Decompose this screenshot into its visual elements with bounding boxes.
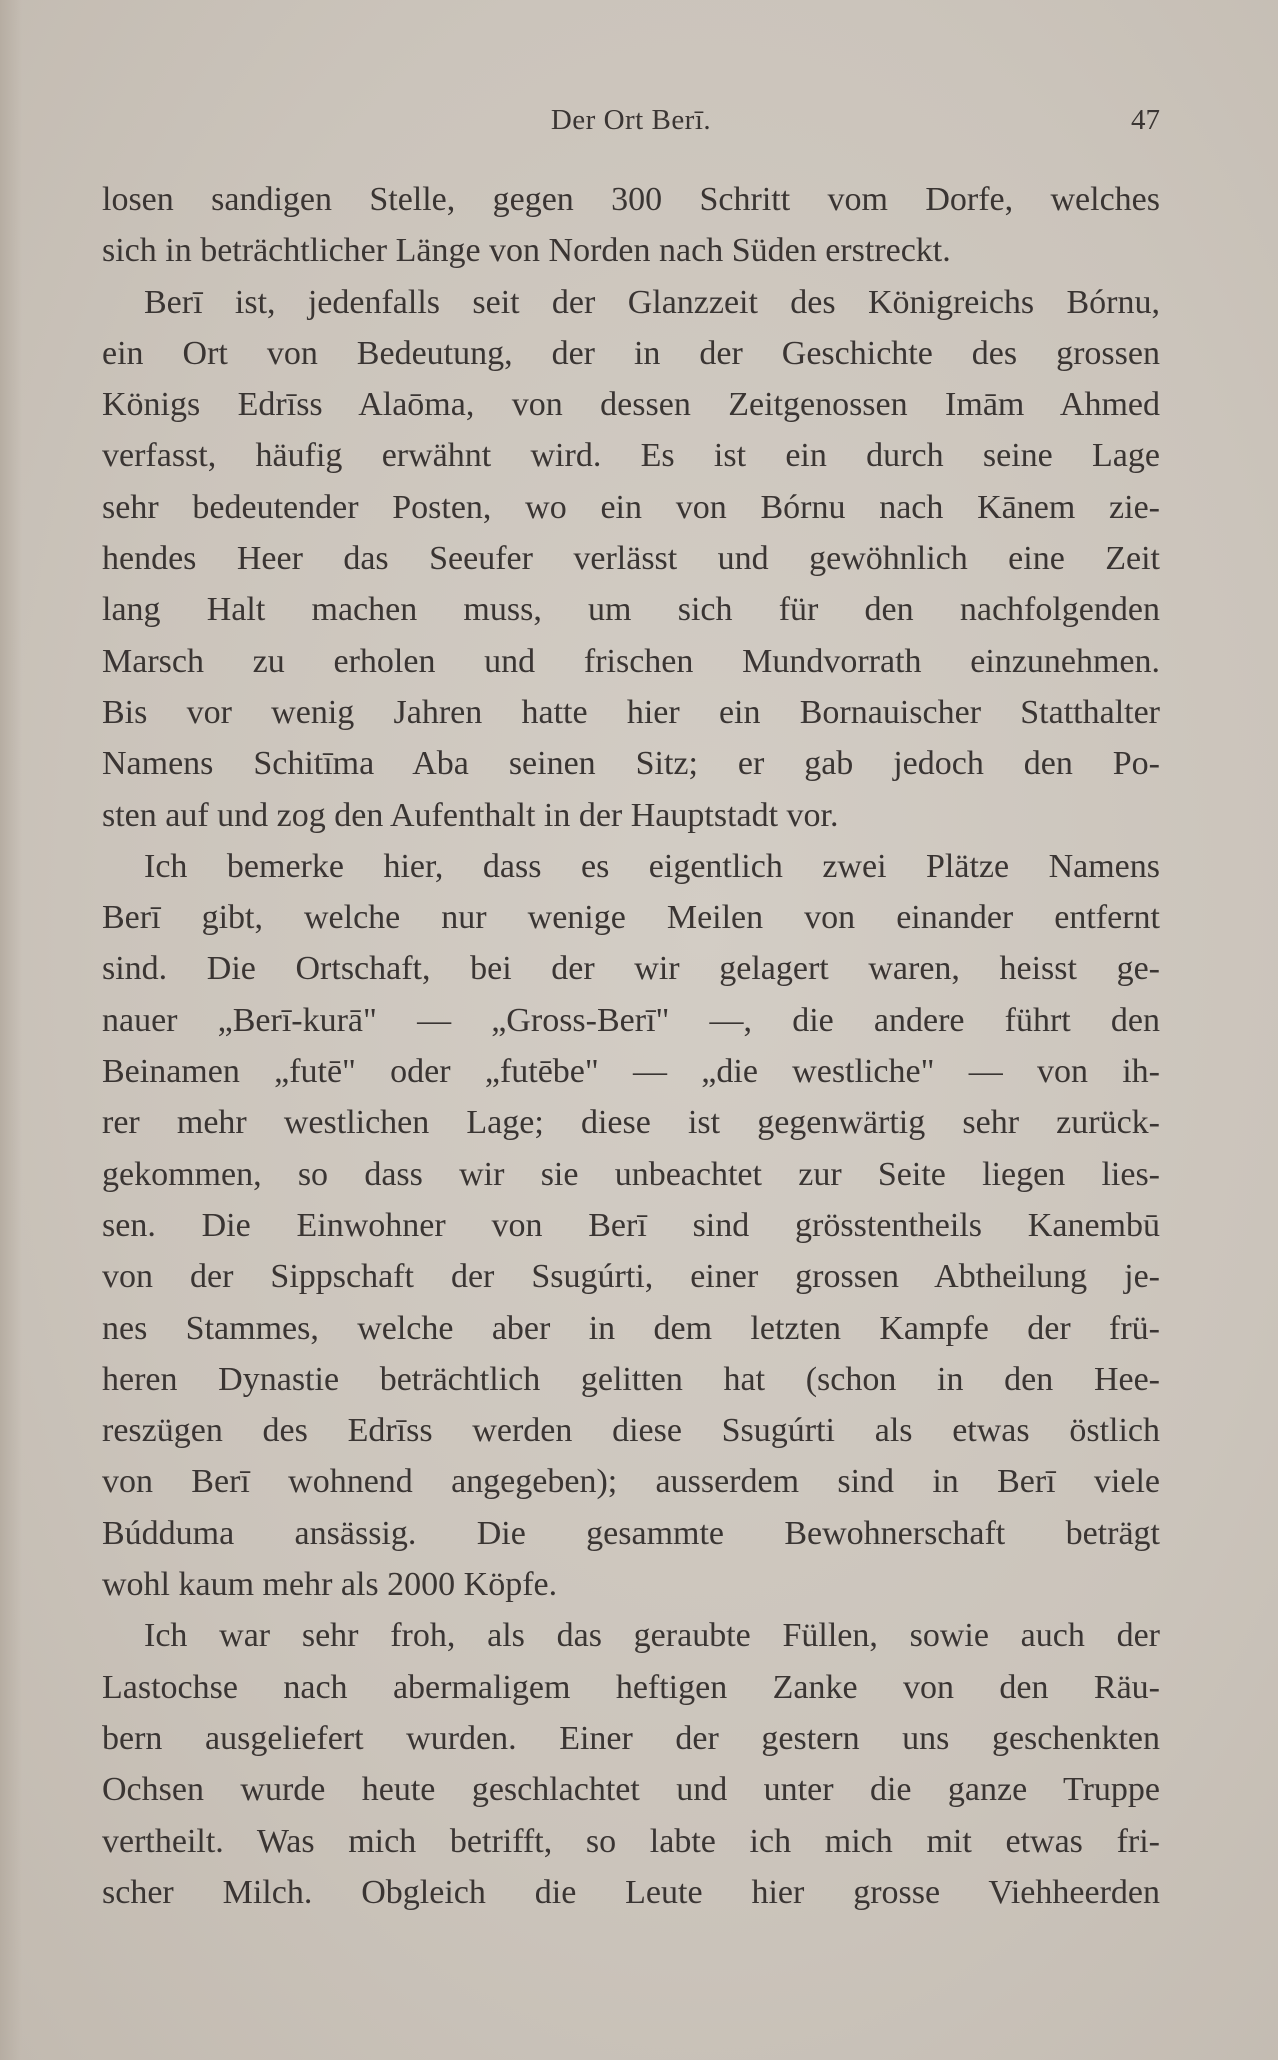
text-line: Bis vor wenig Jahren hatte hier ein Bornauischer Statthalter [102, 693, 1160, 731]
text-line: nauer „Berī-kurā" — „Gross-Berī" —, die andere führt den [102, 1001, 1160, 1039]
text-line: ein Ort von Bedeutung, der in der Geschichte des grossen [102, 334, 1160, 372]
running-head-title: Der Ort Berī. [550, 104, 712, 136]
text-line: wohl kaum mehr als 2000 Köpfe. [102, 1566, 558, 1604]
running-head [102, 104, 1160, 144]
page-number: 47 [1131, 104, 1160, 136]
text-line: scher Milch. Obgleich die Leute hier grosse Viehheerden [102, 1873, 1160, 1911]
text-line: von Berī wohnend angegeben); ausserdem sind in Berī viele [102, 1463, 1160, 1501]
text-line: vertheilt. Was mich betrifft, so labte ich mich mit etwas fri- [102, 1822, 1160, 1860]
text-line: Königs Edrīss Alaōma, von dessen Zeitgenossen Imām Ahmed [102, 386, 1160, 424]
text-line: sten auf und zog den Aufenthalt in der Hauptstadt vor. [102, 796, 839, 834]
page-gutter-shadow [0, 0, 22, 2060]
text-line: hendes Heer das Seeufer verlässt und gewöhnlich eine Zeit [102, 540, 1160, 578]
text-line: Lastochse nach abermaligem heftigen Zanke von den Räu- [102, 1668, 1160, 1706]
text-line: lang Halt machen muss, um sich für den nachfolgenden [102, 591, 1160, 629]
text-line: sen. Die Einwohner von Berī sind grösstentheils Kanembū [102, 1206, 1160, 1244]
text-line: Ich war sehr froh, als das geraubte Füllen, sowie auch der [144, 1617, 1160, 1655]
text-line: nes Stammes, welche aber in dem letzten Kampfe der frü- [102, 1309, 1160, 1347]
text-line: Namens Schitīma Aba seinen Sitz; er gab jedoch den Po- [102, 745, 1160, 783]
text-line: Berī gibt, welche nur wenige Meilen von einander entfernt [102, 899, 1160, 937]
text-line: Beinamen „futē" oder „futēbe" — „die westliche" — von ih- [102, 1053, 1160, 1091]
text-line: Berī ist, jedenfalls seit der Glanzzeit des Königreichs Bórnu, [144, 283, 1160, 321]
text-line: rer mehr westlichen Lage; diese ist gegenwärtig sehr zurück- [102, 1104, 1160, 1142]
body-text [102, 174, 1160, 1918]
text-line: Ochsen wurde heute geschlachtet und unter die ganze Truppe [102, 1771, 1160, 1809]
text-line: heren Dynastie beträchtlich gelitten hat (schon in den Hee- [102, 1360, 1160, 1398]
text-line: gekommen, so dass wir sie unbeachtet zur Seite liegen lies- [102, 1155, 1160, 1193]
text-line: Ich bemerke hier, dass es eigentlich zwei Plätze Namens [144, 847, 1160, 885]
text-line: sich in beträchtlicher Länge von Norden nach Süden erstreckt. [102, 232, 951, 270]
text-line: losen sandigen Stelle, gegen 300 Schritt vom Dorfe, welches [102, 181, 1160, 218]
text-line: sind. Die Ortschaft, bei der wir gelagert waren, heisst ge- [102, 950, 1160, 988]
text-line: sehr bedeutender Posten, wo ein von Bórnu nach Kānem zie- [102, 488, 1160, 526]
text-line: Búdduma ansässig. Die gesammte Bewohnerschaft beträgt [102, 1514, 1160, 1552]
text-line: Marsch zu erholen und frischen Mundvorrath einzunehmen. [102, 642, 1160, 680]
text-line: reszügen des Edrīss werden diese Ssugúrti als etwas östlich [102, 1412, 1160, 1450]
text-line: von der Sippschaft der Ssugúrti, einer grossen Abtheilung je- [102, 1258, 1160, 1296]
text-line: bern ausgeliefert wurden. Einer der gestern uns geschenkten [102, 1719, 1160, 1757]
text-line: verfasst, häufig erwähnt wird. Es ist ein durch seine Lage [102, 437, 1160, 475]
